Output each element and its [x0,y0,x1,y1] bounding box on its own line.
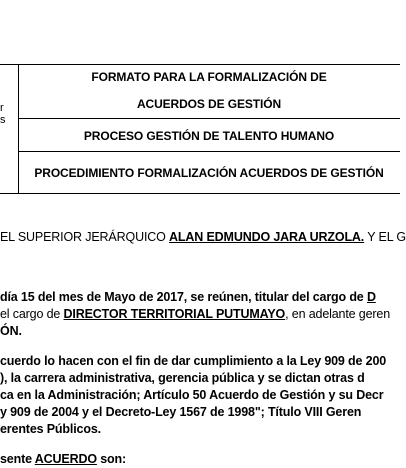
text-run: Ley 909 de 200 [299,354,387,368]
paragraph-line [0,353,386,370]
text-run: sente [0,452,35,466]
text-run: el cargo de [0,307,64,321]
role-name: DIRECTOR TERRITORIAL PUTUMAYO [63,307,286,321]
text-run: D [366,290,376,304]
text-run: ACUERDO [34,452,97,466]
process-title: PROCESO GESTIÓN DE TALENTO HUMANO [83,129,335,143]
paragraph-line: erentes Públicos. [0,422,101,436]
header-divider-2 [18,151,400,152]
format-title-line2: ACUERDOS DE GESTIÓN [136,97,282,111]
text-run: cuerdo lo hacen con el fin de dar cumplimiento a la [0,354,300,368]
left-cell-fragment: r [0,102,4,114]
paragraph-line [0,229,406,246]
text-run: EL SUPERIOR JERÁRQUICO [0,230,170,244]
paragraph-line: ca en la Administración; Artículo 50 Acuerdo de Gestión y su Decr [0,388,384,402]
paragraph-line: y 909 de 2004 y el Decreto-Ley 1567 de 1998"; Título VIII Geren [0,405,362,419]
paragraph-line: ÓN. [0,324,22,338]
paragraph-line [0,306,390,323]
procedure-title: PROCEDIMIENTO FORMALIZACIÓN ACUERDOS DE GESTIÓN [34,166,384,180]
text-run: , en adelante geren [285,307,391,321]
format-title-line1: FORMATO PARA LA FORMALIZACIÓN DE [91,70,327,84]
left-cell-fragment: s [0,114,6,126]
header-top-border [0,64,400,65]
text-run: día 15 del mes de Mayo de 2017, se reúnen, titular del cargo de [0,290,367,304]
paragraph-line: ), la carrera administrativa, gerencia pública y se dictan otras d [0,371,365,385]
paragraph-line [0,289,376,306]
header-divider-1 [18,118,400,119]
superior-name: ALAN EDMUNDO JARA URZOLA. [169,230,365,244]
text-run: Y EL G [364,230,406,244]
header-bottom-border [0,193,400,194]
paragraph-line [0,451,126,468]
text-run: son: [96,452,127,466]
